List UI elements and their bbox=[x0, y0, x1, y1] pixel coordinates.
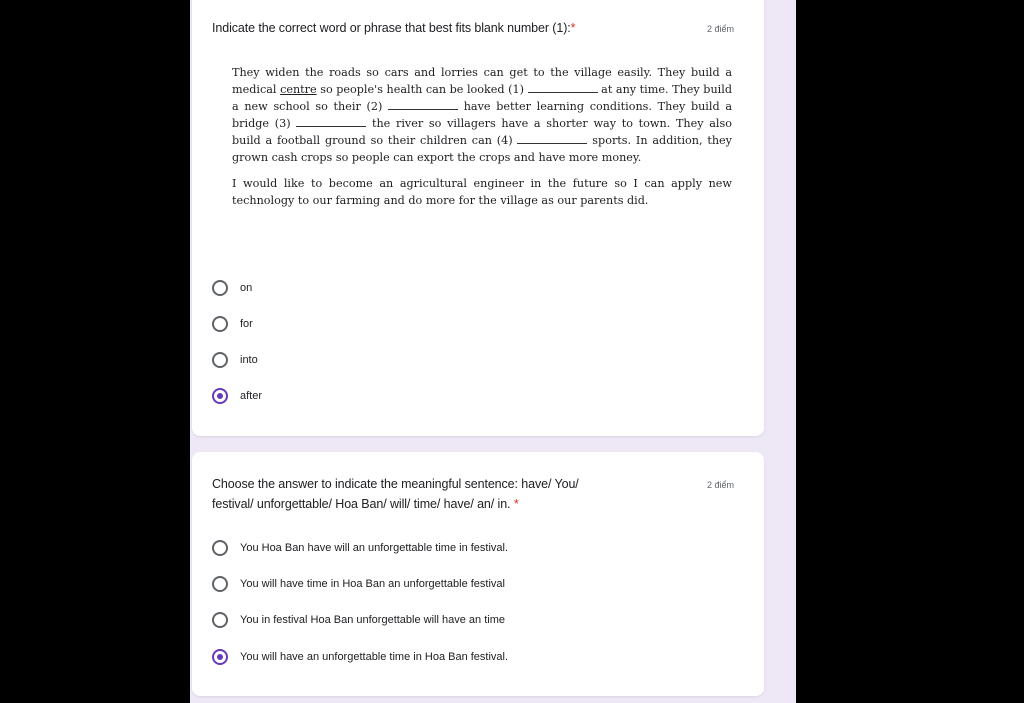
required-asterisk: * bbox=[513, 497, 519, 511]
option-label: into bbox=[240, 354, 258, 366]
radio-button[interactable] bbox=[212, 280, 228, 296]
passage-text: at any time. They build a new school so their (2) bbox=[232, 83, 732, 113]
option-3[interactable] bbox=[212, 610, 505, 630]
option-4[interactable] bbox=[212, 647, 508, 667]
passage-text-underlined: centre bbox=[280, 83, 317, 96]
passage-text: so people's health can be looked (1) bbox=[316, 83, 524, 96]
question-card-2 bbox=[192, 452, 764, 696]
passage-text: sports. In addition, they grown cash crops so people can export the crops and have more money. bbox=[232, 134, 732, 164]
points-label: 2 điểm bbox=[706, 24, 734, 34]
passage-paragraph-1 bbox=[232, 64, 732, 166]
passage-text: They widen the roads so cars and lorries can get to the village easily. They build a medical bbox=[232, 66, 732, 96]
blank-4 bbox=[517, 133, 587, 144]
question-title-line-2: festival/ unforgettable/ Hoa Ban/ will/ time/ have/ an/ in. bbox=[212, 497, 511, 511]
option-on[interactable] bbox=[212, 278, 252, 298]
option-2[interactable] bbox=[212, 574, 505, 594]
option-for[interactable] bbox=[212, 314, 253, 334]
radio-button-selected[interactable] bbox=[212, 388, 228, 404]
option-label: on bbox=[240, 282, 253, 294]
radio-button[interactable] bbox=[212, 540, 228, 556]
option-1[interactable] bbox=[212, 538, 508, 558]
points-label: 2 điểm bbox=[706, 480, 734, 490]
question-title bbox=[212, 18, 575, 38]
radio-button[interactable] bbox=[212, 612, 228, 628]
option-into[interactable] bbox=[212, 350, 258, 370]
option-label: You in festival Hoa Ban unforgettable will have an time bbox=[240, 614, 505, 626]
option-label: for bbox=[240, 318, 253, 330]
required-asterisk: * bbox=[570, 21, 576, 35]
option-label: after bbox=[240, 390, 263, 402]
blank-1 bbox=[528, 82, 598, 93]
passage-text: have better learning conditions. They build a bridge (3) bbox=[232, 100, 732, 130]
blank-3 bbox=[296, 116, 366, 127]
option-label: You will have time in Hoa Ban an unforgettable festival bbox=[240, 578, 505, 590]
question-title bbox=[212, 474, 579, 514]
question-title-text: Indicate the correct word or phrase that best fits blank number (1): bbox=[212, 21, 571, 35]
question-title-line-1: Choose the answer to indicate the meaningful sentence: have/ You/ bbox=[212, 477, 579, 491]
radio-button[interactable] bbox=[212, 576, 228, 592]
blank-2 bbox=[388, 99, 458, 110]
passage-paragraph-2: I would like to become an agricultural engineer in the future so I can apply new technology to our farming and do more for the village as our parents did. bbox=[232, 177, 732, 207]
radio-button[interactable] bbox=[212, 352, 228, 368]
form-background bbox=[190, 0, 796, 703]
question-card-1 bbox=[192, 0, 764, 436]
passage-text: the river so villagers have a shorter way to town. They also build a football ground so their children can (4) bbox=[232, 117, 732, 147]
radio-button-selected[interactable] bbox=[212, 649, 228, 665]
option-label: You will have an unforgettable time in Hoa Ban festival. bbox=[240, 651, 509, 663]
radio-button[interactable] bbox=[212, 316, 228, 332]
option-label: You Hoa Ban have will an unforgettable time in festival. bbox=[240, 542, 509, 554]
reading-passage bbox=[232, 64, 732, 218]
option-after[interactable] bbox=[212, 386, 262, 406]
